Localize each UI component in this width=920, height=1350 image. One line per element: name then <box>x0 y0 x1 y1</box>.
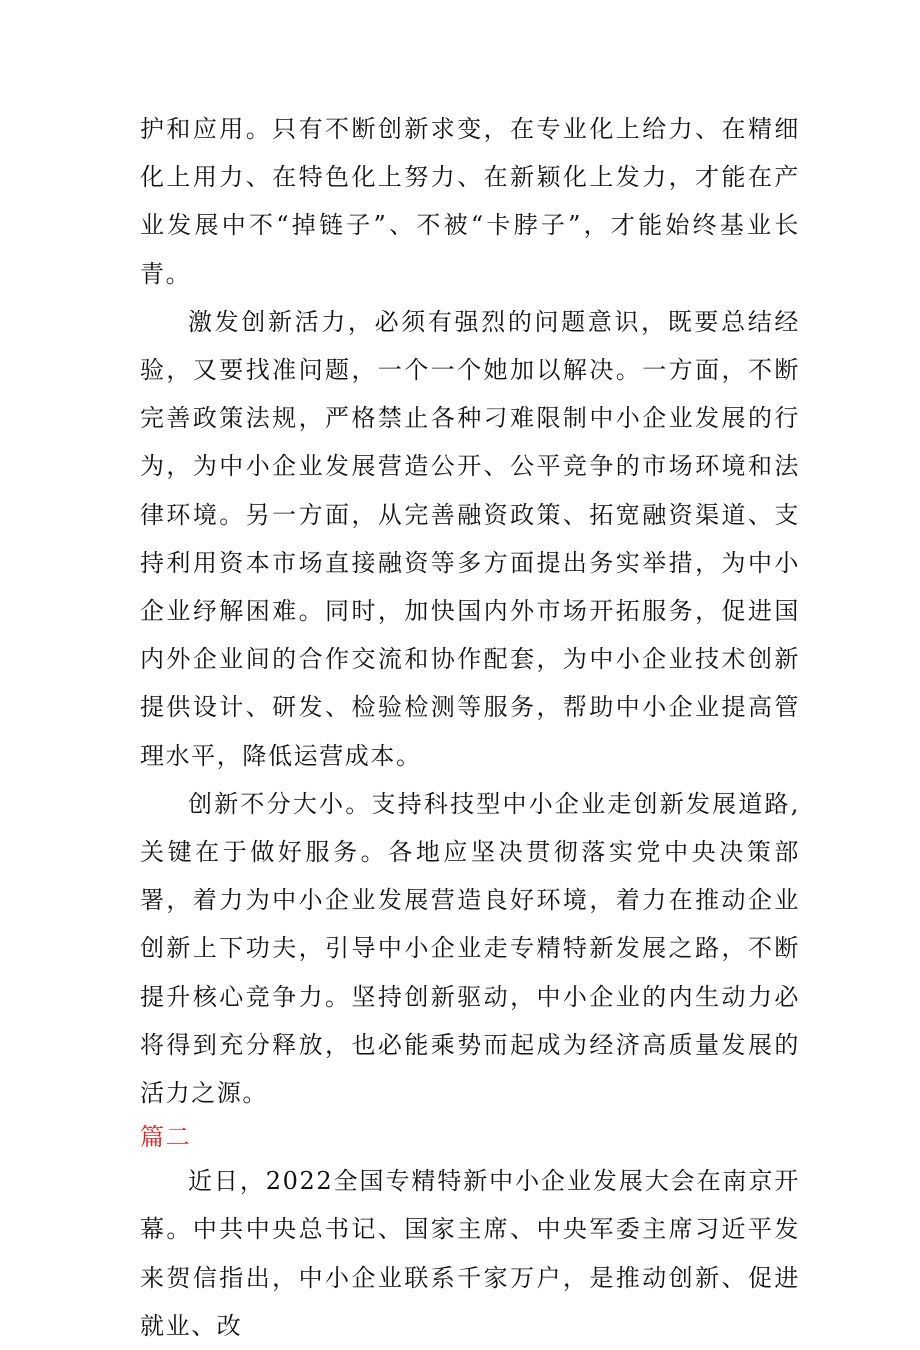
paragraph-continuation: 护和应用。只有不断创新求变，在专业化上给力、在精细化上用力、在特色化上努力、在新颖化上发力，才能在产业发展中不“掉链子”、不被“卡脖子”，才能始终基业长青。 <box>140 115 800 288</box>
paragraph-innovation-size: 创新不分大小。支持科技型中小企业走创新发展道路,关键在于做好服务。各地应坚决贯彻落实党中央决策部署，着力为中小企业发展营造良好环境，着力在推动企业创新上下功夫，引导中小企业走专精特新发展之路，不断提升核心竞争力。坚持创新驱动，中小企业的内生动力必将得到充分释放，也必能乘势而起成为经济高质量发展的活力之源。 <box>140 789 800 1108</box>
paragraph-innovation-vitality: 激发创新活力，必须有强烈的问题意识，既要总结经验，又要找准问题，一个一个她加以解决。一方面，不断完善政策法规，严格禁止各种刁难限制中小企业发展的行为，为中小企业发展营造公开、公平竞争的市场环境和法律环境。另一方面，从完善融资政策、拓宽融资渠道、支持利用资本市场直接融资等多方面提出务实举措，为中小企业纾解困难。同时，加快国内外市场开拓服务，促进国内外企业间的合作交流和协作配套，为中小企业技术创新提供设计、研发、检验检测等服务，帮助中小企业提高管理水平，降低运营成本。 <box>140 307 800 770</box>
paragraph-conference: 近日，2022全国专精特新中小企业发展大会在南京开幕。中共中央总书记、国家主席、中央军委主席习近平发来贺信指出，中小企业联系千家万户，是推动创新、促进就业、改 <box>140 1167 800 1340</box>
document-page <box>140 105 800 1350</box>
section-heading: 篇二 <box>140 1123 192 1152</box>
